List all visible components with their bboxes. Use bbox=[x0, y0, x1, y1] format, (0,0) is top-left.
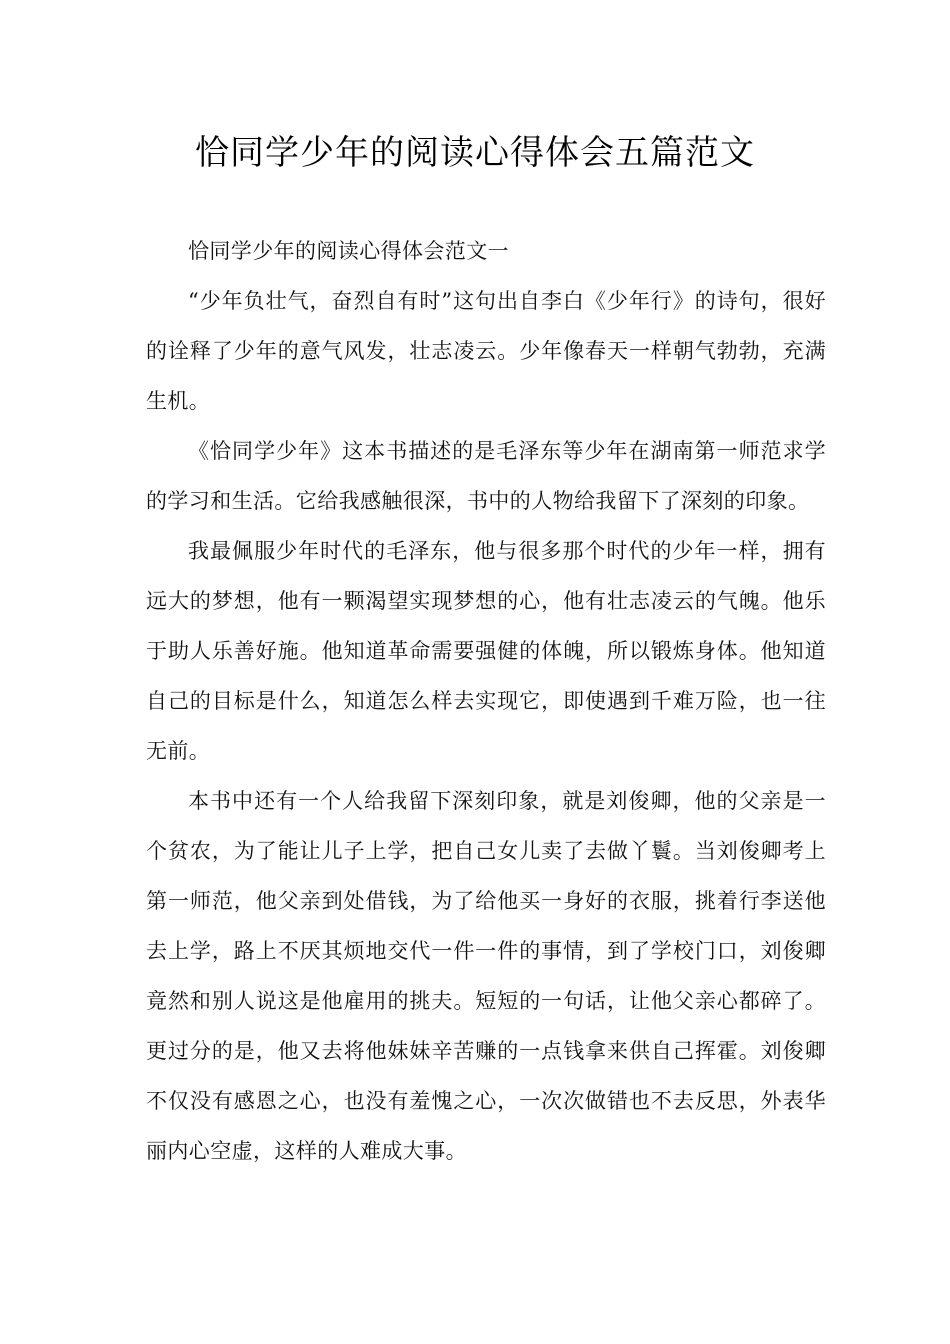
paragraph-3: 我最佩服少年时代的毛泽东，他与很多那个时代的少年一样，拥有远大的梦想，他有一颗渴望实现梦想的心，他有壮志凌云的气魄。他乐于助人乐善好施。他知道革命需要强健的体魄，所以锻炼身体。他知道自己的目标是什么，知道怎么样去实现它，即使遇到千难万险，也一往无前。 bbox=[146, 539, 826, 763]
paragraph-4: 本书中还有一个人给我留下深刻印象，就是刘俊卿，他的父亲是一个贫农，为了能让儿子上学，把自己女儿卖了去做丫鬟。当刘俊卿考上第一师范，他父亲到处借钱，为了给他买一身好的衣服，挑着行李送他去上学，路上不厌其烦地交代一件一件的事情，到了学校门口，刘俊卿竟然和别人说这是他雇用的挑夫。短短的一句话，让他父亲心都碎了。更过分的是，他又去将他妹妹辛苦赚的一点钱拿来供自己挥霍。刘俊卿不仅没有感恩之心，也没有羞愧之心，一次次做错也不去反思，外表华丽内心空虚，这样的人难成大事。 bbox=[146, 789, 826, 1163]
document-title: 恰同学少年的阅读心得体会五篇范文 bbox=[195, 133, 755, 173]
document-body bbox=[146, 226, 826, 1176]
paragraph-2: 《恰同学少年》这本书描述的是毛泽东等少年在湖南第一师范求学的学习和生活。它给我感触很深，书中的人物给我留下了深刻的印象。 bbox=[146, 439, 826, 513]
paragraph-1: “少年负壮气，奋烈自有时”这句出自李白《少年行》的诗句，很好的诠释了少年的意气风发，壮志凌云。少年像春天一样朝气勃勃，充满生机。 bbox=[146, 289, 826, 413]
section-heading: 恰同学少年的阅读心得体会范文一 bbox=[188, 239, 509, 263]
